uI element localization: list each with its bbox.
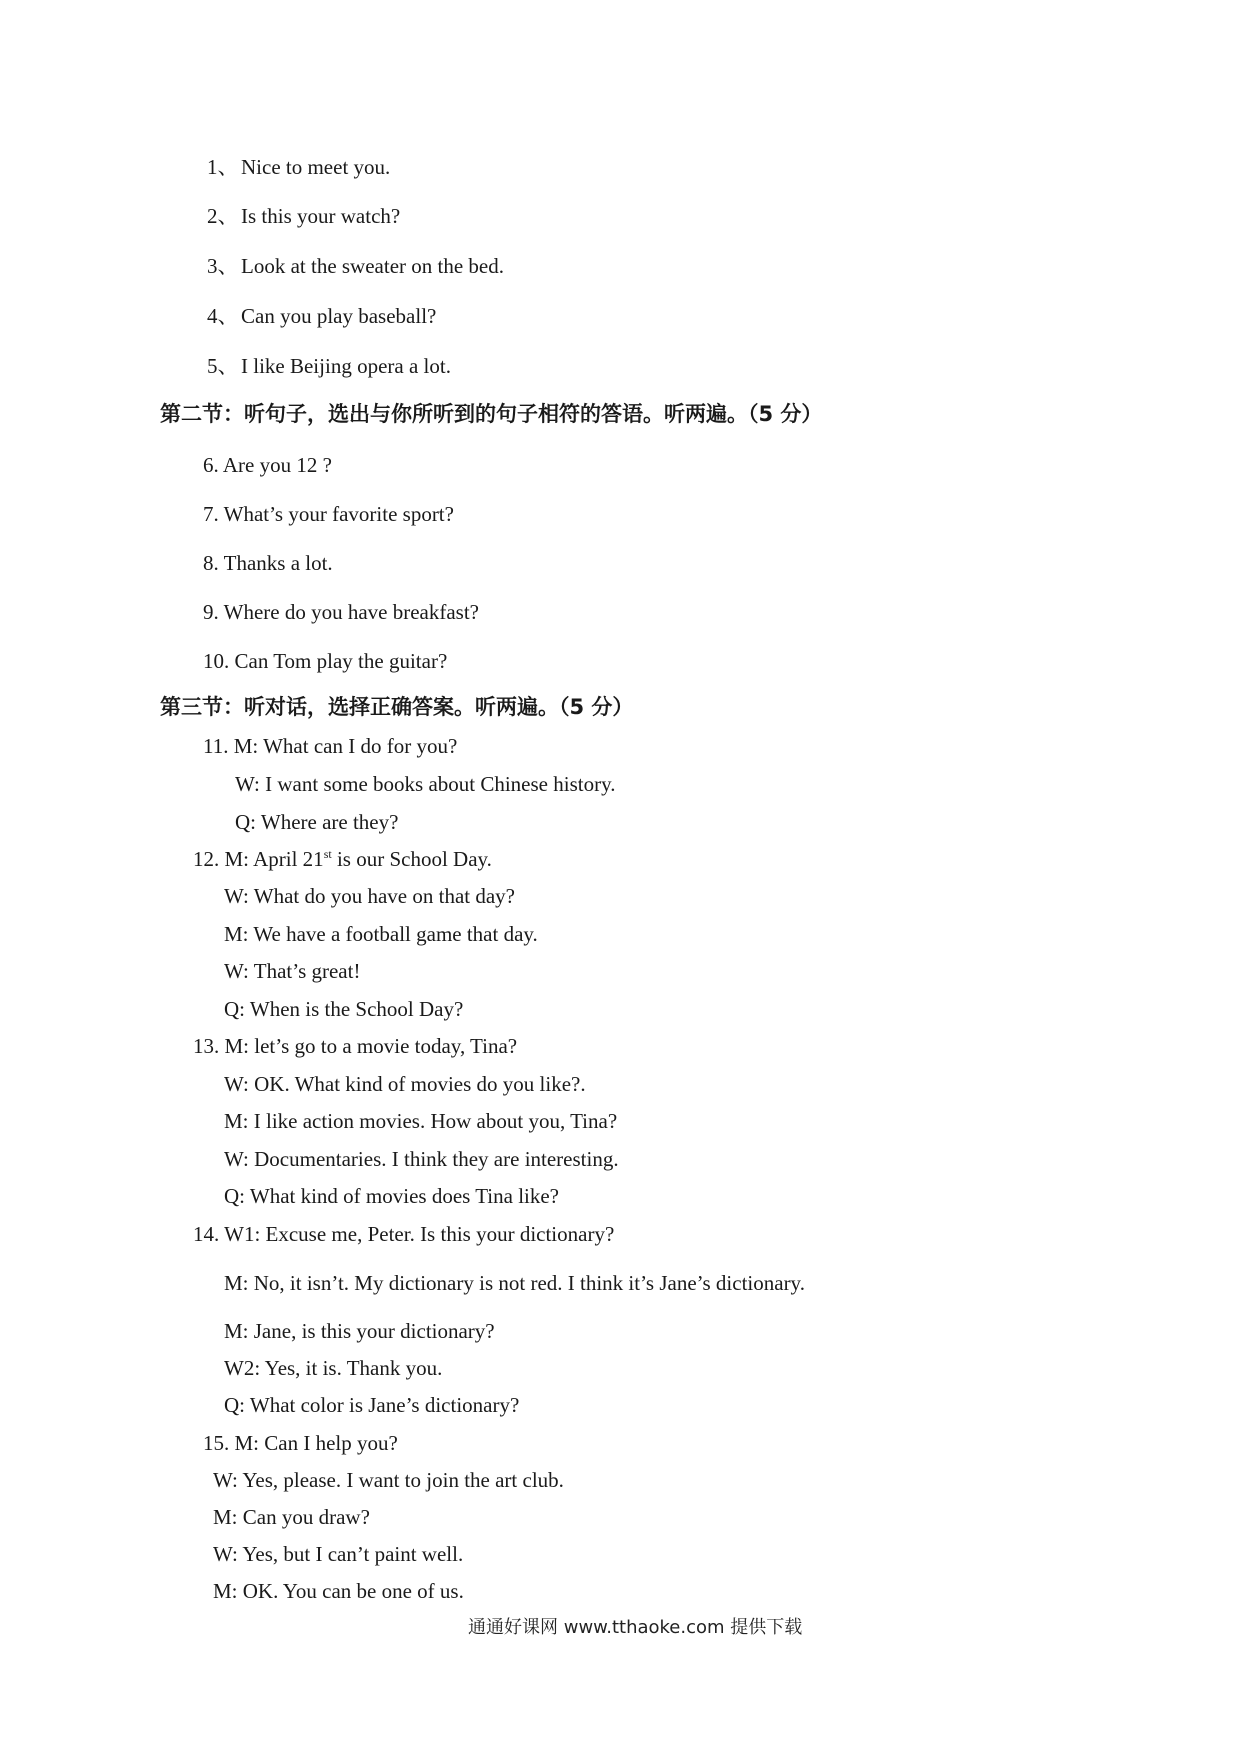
dialogue-line: M: OK. You can be one of us. (213, 1579, 464, 1603)
dialogue-line: 14. W1: Excuse me, Peter. Is this your dictionary? (193, 1222, 615, 1246)
item-number: 2、 (207, 204, 239, 228)
item-5 (207, 353, 451, 379)
dialogue-line (193, 846, 492, 872)
item-9: 9. Where do you have breakfast? (203, 600, 479, 624)
item-text: Is this your watch? (241, 204, 401, 228)
item-number: 1、 (207, 155, 239, 179)
item-number: 3、 (207, 254, 239, 278)
section-heading-part3: 第三节：听对话，选择正确答案。听两遍。（5 分） (160, 695, 634, 719)
dialogue-line: W: Documentaries. I think they are interesting. (224, 1147, 619, 1171)
dialogue-line: M: No, it isn’t. My dictionary is not red. I think it’s Jane’s dictionary. (224, 1271, 805, 1295)
item-6: 6. Are you 12 ? (203, 453, 332, 477)
dialogue-line: Q: What kind of movies does Tina like? (224, 1184, 560, 1208)
ordinal-suffix: st (323, 847, 332, 861)
dialogue-line: 11. M: What can I do for you? (203, 734, 458, 758)
dialogue-line: Q: What color is Jane’s dictionary? (224, 1393, 520, 1417)
dialogue-line: W: Yes, but I can’t paint well. (213, 1542, 464, 1566)
dialogue-line: W: Yes, please. I want to join the art club. (213, 1468, 564, 1492)
item-10: 10. Can Tom play the guitar? (203, 649, 448, 673)
item-text: Look at the sweater on the bed. (241, 254, 504, 278)
item-number: 5、 (207, 354, 239, 378)
section-heading-part2: 第二节：听句子，选出与你所听到的句子相符的答语。听两遍。（5 分） (160, 402, 823, 426)
item-3 (207, 253, 504, 279)
page-footer: 通通好课网 www.tthaoke.com 提供下载 (468, 1617, 803, 1638)
item-8: 8. Thanks a lot. (203, 551, 333, 575)
item-1 (207, 154, 390, 180)
dialogue-line: W: OK. What kind of movies do you like?. (224, 1072, 586, 1096)
dialogue-line: M: I like action movies. How about you, Tina? (224, 1109, 618, 1133)
item-text: Can you play baseball? (241, 304, 437, 328)
dialogue-line: Q: When is the School Day? (224, 997, 464, 1021)
dialogue-line: M: We have a football game that day. (224, 922, 538, 946)
dialogue-text: is our School Day. (331, 847, 492, 871)
dialogue-line: W2: Yes, it is. Thank you. (224, 1356, 443, 1380)
item-number: 4、 (207, 304, 239, 328)
dialogue-line: W: I want some books about Chinese history. (235, 772, 616, 796)
dialogue-line: W: What do you have on that day? (224, 884, 515, 908)
dialogue-line: M: Can you draw? (213, 1505, 370, 1529)
item-4 (207, 303, 436, 329)
dialogue-text: 12. M: April 21 (193, 847, 324, 871)
item-text: Nice to meet you. (241, 155, 391, 179)
dialogue-line: Q: Where are they? (235, 810, 399, 834)
item-text: I like Beijing opera a lot. (241, 354, 451, 378)
item-2 (207, 203, 400, 229)
dialogue-line: W: That’s great! (224, 959, 361, 983)
dialogue-line: 13. M: let’s go to a movie today, Tina? (193, 1034, 518, 1058)
dialogue-line: M: Jane, is this your dictionary? (224, 1319, 495, 1343)
item-7: 7. What’s your favorite sport? (203, 502, 454, 526)
dialogue-line: 15. M: Can I help you? (203, 1431, 398, 1455)
